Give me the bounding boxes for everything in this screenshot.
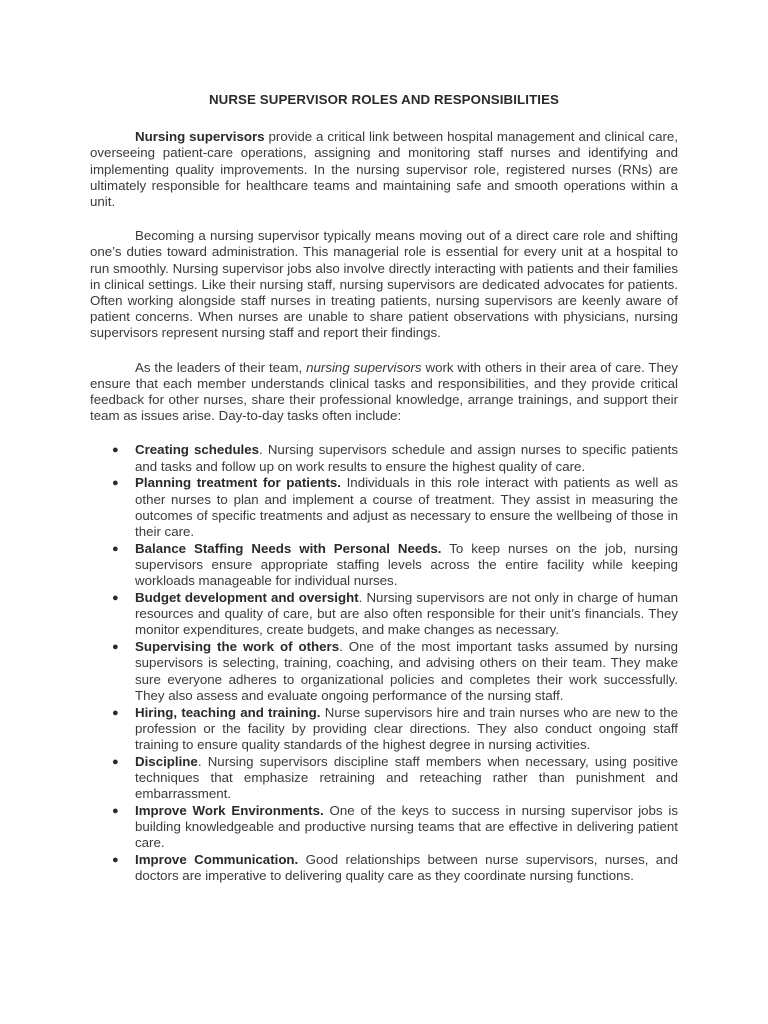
paragraph-intro-text: provide a critical link between hospital management and clinical care, overseeing patient-care operations, assigning and monitoring staff nurses and identifying and implementing quality improvements. In the nursing supervisor role, registered nurses (RNs) are ultimately responsible for healthcare teams and maintaining safe and smooth operations within a unit.	[90, 129, 678, 210]
task-list	[90, 442, 678, 884]
task-text: . Nursing supervisors discipline staff members when necessary, using positive techniques that emphasize retraining and reteaching rather than punishment and embarrassment.	[135, 753, 678, 802]
paragraph-becoming-text: Becoming a nursing supervisor typically means moving out of a direct care role and shifting one’s duties toward administration. This managerial role is essential for every unit at a hospital to run smoothly. Nursing supervisor jobs also involve directly interacting with patients and their families in clinical settings. Like their nursing staff, nursing supervisors are dedicated advocates for patients. Often working alongside staff nurses in treating patients, nursing supervisors are keenly aware of patient concerns. When nurses are unable to share patient observations with physicians, nursing supervisors represent nursing staff and report their findings.	[90, 228, 678, 341]
task-item-hiring	[90, 705, 678, 754]
task-lead: Balance Staffing Needs with Personal Needs.	[135, 540, 442, 556]
task-item-discipline	[90, 754, 678, 803]
bullet-icon: ●	[112, 805, 119, 818]
task-item-supervising	[90, 639, 678, 704]
task-item-balance-staffing	[90, 541, 678, 590]
task-lead: Hiring, teaching and training.	[135, 704, 321, 720]
task-text: Individuals in this role interact with patients as well as other nurses to plan and implement a course of treatment. They assist in measuring the outcomes of specific treatments and adjust as necessary to ensure the wellbeing of those in their care.	[135, 475, 678, 540]
task-text: . One of the most important tasks assumed by nursing supervisors is selecting, training, coaching, and advising others on their team. They make sure everyone adheres to organizational policies and completes their work successfully. They also assess and evaluate ongoing performance of the nursing staff.	[135, 639, 678, 703]
bullet-icon: ●	[112, 477, 119, 490]
task-text: Good relationships between nurse supervisors, nurses, and doctors are imperative to delivering quality care as they coordinate nursing functions.	[135, 852, 678, 884]
task-text: Nurse supervisors hire and train nurses who are new to the profession or the facility by providing clear directions. They also conduct ongoing staff training to ensure quality standards of the highest degree in nursing activities.	[135, 704, 678, 753]
paragraph-leaders-after: work with others in their area of care. They ensure that each member understands clinical tasks and responsibilities, and they provide critical feedback for other nurses, share their professional knowledge, arrange trainings, and support their team as issues arise. Day-to-day tasks often include:	[90, 359, 678, 424]
task-item-budget	[90, 590, 678, 639]
document-page	[90, 92, 678, 885]
paragraph-leaders-italic: nursing supervisors	[306, 359, 422, 375]
paragraph-becoming	[90, 228, 678, 341]
task-lead: Supervising the work of others	[135, 639, 340, 655]
task-lead: Budget development and oversight	[135, 590, 359, 606]
task-lead: Improve Communication.	[135, 852, 299, 868]
task-item-planning-treatment	[90, 475, 678, 540]
task-item-communication	[90, 852, 678, 884]
task-text: . Nursing supervisors schedule and assign nurses to specific patients and tasks and follow up on work results to ensure the highest quality of care.	[135, 442, 678, 474]
bullet-icon: ●	[112, 641, 119, 654]
bullet-icon: ●	[112, 854, 119, 867]
task-lead: Improve Work Environments.	[135, 803, 324, 819]
paragraph-intro	[90, 129, 678, 210]
task-text: . Nursing supervisors are not only in charge of human resources and quality of care, but are also often responsible for their unit’s financials. They monitor expenditures, create budgets, and make changes as necessary.	[135, 590, 678, 638]
task-lead: Discipline	[135, 753, 198, 769]
bullet-icon: ●	[112, 592, 119, 605]
document-title: NURSE SUPERVISOR ROLES AND RESPONSIBILITIES	[208, 92, 560, 107]
task-item-work-environments	[90, 803, 678, 852]
paragraph-leaders-before: As the leaders of their team,	[135, 359, 307, 375]
bullet-icon: ●	[112, 542, 119, 555]
task-lead: Creating schedules	[135, 442, 260, 458]
task-lead: Planning treatment for patients.	[135, 475, 341, 491]
task-item-creating-schedules	[90, 442, 678, 474]
task-text: One of the keys to success in nursing supervisor jobs is building knowledgeable and productive nursing teams that are effective in delivering patient care.	[135, 803, 678, 851]
task-text: To keep nurses on the job, nursing supervisors ensure appropriate staffing levels across the entire facility while keeping workloads manageable for individual nurses.	[135, 540, 678, 589]
bullet-icon: ●	[112, 444, 119, 457]
paragraph-intro-emphasis: Nursing supervisors	[135, 129, 265, 145]
bullet-icon: ●	[112, 755, 119, 768]
bullet-icon: ●	[112, 706, 119, 719]
paragraph-leaders	[90, 360, 678, 425]
